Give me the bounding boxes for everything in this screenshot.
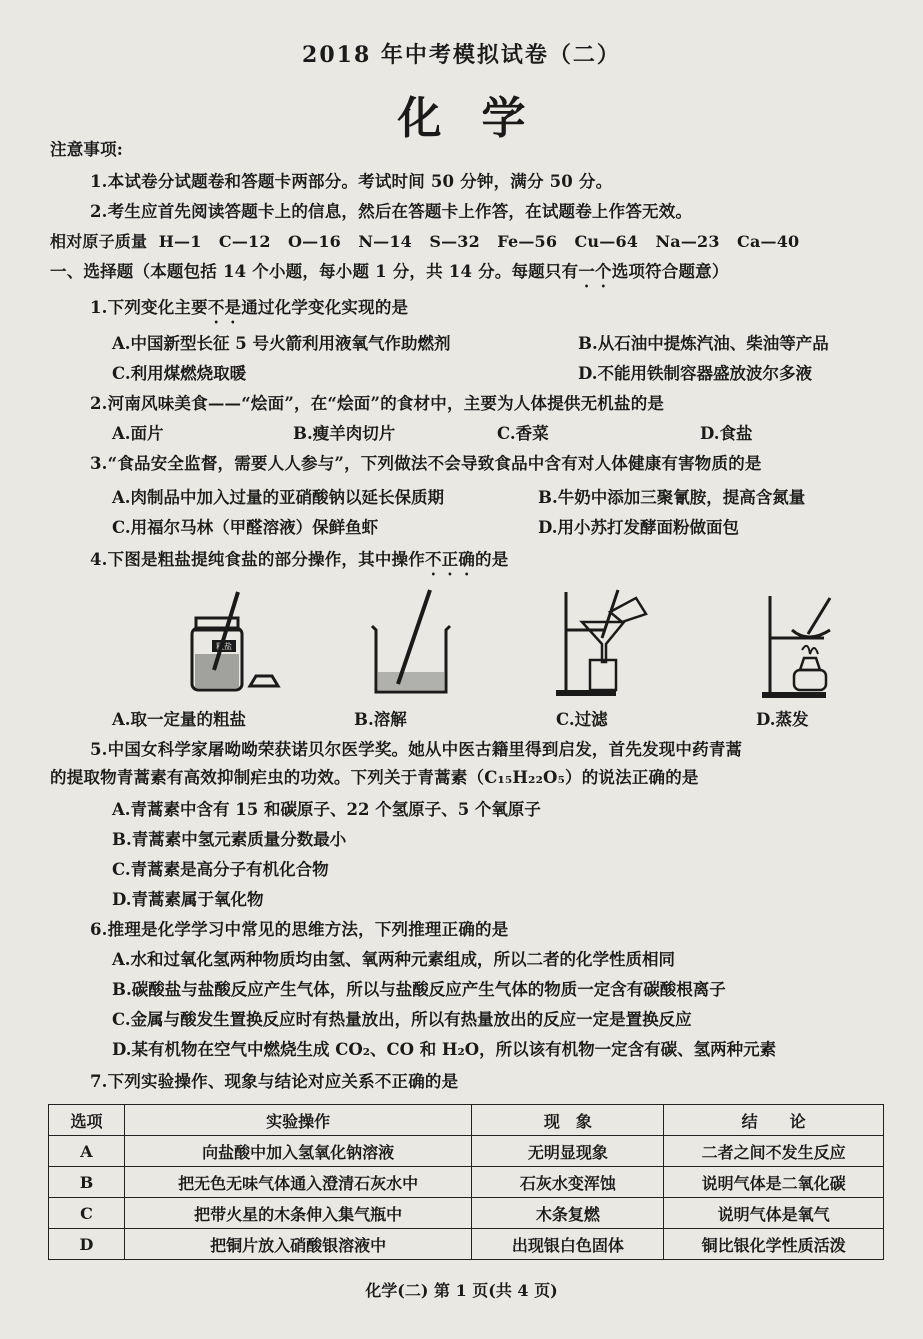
q5-option-d: D.青蒿素属于氧化物 <box>112 890 264 909</box>
table-cell: 无明显现象 <box>472 1136 664 1167</box>
q3-stem: 3.“食品安全监督，需要人人参与”，下列做法不会导致食品中含有对人体健康有害物质的是 <box>90 454 762 473</box>
q2-option-b: B.瘦羊肉切片 <box>293 424 396 443</box>
table-cell: 石灰水变浑蚀 <box>472 1167 664 1198</box>
table-cell: 说明气体是氧气 <box>664 1198 884 1229</box>
table-cell: 出现银白色固体 <box>472 1229 664 1260</box>
table-cell: A <box>49 1136 125 1167</box>
q6-option-d: D.某有机物在空气中燃烧生成 CO₂、CO 和 H₂O，所以该有机物一定含有碳、氢两种元素 <box>112 1040 777 1059</box>
q6-stem: 6.推理是化学学习中常见的思维方法，下列推理正确的是 <box>90 920 509 939</box>
table-header-option: 选项 <box>49 1105 125 1136</box>
table-header-row <box>49 1105 884 1136</box>
notice-item-1: 1.本试卷分试题卷和答题卡两部分。考试时间 50 分钟，满分 50 分。 <box>90 172 613 191</box>
notice-heading: 注意事项: <box>50 140 124 159</box>
q1-stem-emph: 不是 <box>207 298 242 317</box>
q5-stem-line1: 5.中国女科学家屠呦呦荣获诺贝尔医学奖。她从中医古籍里得到启发，首先发现中药青蒿 <box>90 740 743 759</box>
q1-option-b: B.从石油中提炼汽油、柴油等产品 <box>578 334 829 353</box>
q2-option-c: C.香菜 <box>497 424 549 443</box>
q2-stem: 2.河南风味美食——“烩面”，在“烩面”的食材中，主要为人体提供无机盐的是 <box>90 394 665 413</box>
q2-option-a: A.面片 <box>112 424 164 443</box>
atomic-mass-line: 相对原子质量 H—1 C—12 O—16 N—14 S—32 Fe—56 Cu—64 Na—23 Ca—40 <box>50 232 800 251</box>
figure-d-evaporate <box>760 588 860 700</box>
table-cell: 把无色无味气体通入澄清石灰水中 <box>124 1167 472 1198</box>
figure-a-take-salt <box>180 588 290 700</box>
table-cell: 二者之间不发生反应 <box>664 1136 884 1167</box>
table-header-operation: 实验操作 <box>124 1105 472 1136</box>
figure-a-label: A.取一定量的粗盐 <box>112 710 247 729</box>
table-cell: 把带火星的木条伸入集气瓶中 <box>124 1198 472 1229</box>
table-row <box>49 1167 884 1198</box>
q1-option-a: A.中国新型长征 5 号火箭利用液氧气作助燃剂 <box>112 334 451 353</box>
q3-option-a: A.肉制品中加入过量的亚硝酸钠以延长保质期 <box>112 488 445 507</box>
figure-b-dissolve <box>362 588 462 700</box>
q1-stem-pre: 1.下列变化主要 <box>90 298 208 317</box>
q1-option-c: C.利用煤燃烧取暖 <box>112 364 247 383</box>
figure-c-label: C.过滤 <box>556 710 608 729</box>
table-cell: D <box>49 1229 125 1260</box>
section1-heading-main: 一、选择题（本题包括 14 个小题，每小题 1 分，共 14 分。每题只有 <box>50 262 579 281</box>
table-row <box>49 1229 884 1260</box>
q5-option-c: C.青蒿素是高分子有机化合物 <box>112 860 329 879</box>
table-cell: 木条复燃 <box>472 1198 664 1229</box>
q4-stem-pre: 4.下图是粗盐提纯食盐的部分操作，其中操作 <box>90 550 425 569</box>
jar-label: 粗盐 <box>216 642 232 651</box>
table-header-phenomenon: 现 象 <box>472 1105 664 1136</box>
q1-option-d: D.不能用铁制容器盛放波尔多液 <box>578 364 812 383</box>
section1-heading-end: 选项符合题意） <box>611 262 729 281</box>
q4-stem-emph: 不正确 <box>424 550 476 569</box>
figure-c-filter <box>548 588 658 700</box>
table-header-conclusion: 结 论 <box>664 1105 884 1136</box>
q6-option-a: A.水和过氧化氢两种物质均由氢、氧两种元素组成，所以二者的化学性质相同 <box>112 950 676 969</box>
exam-title: 2018 年中考模拟试卷（二） <box>302 42 621 68</box>
q7-table <box>48 1104 884 1260</box>
q3-option-d: D.用小苏打发酵面粉做面包 <box>538 518 739 537</box>
page-footer: 化学(二) 第 1 页(共 4 页) <box>365 1281 558 1300</box>
figure-d-label: D.蒸发 <box>756 710 809 729</box>
q5-option-a: A.青蒿素中含有 15 和碳原子、22 个氢原子、5 个氧原子 <box>112 800 541 819</box>
table-cell: 把铜片放入硝酸银溶液中 <box>124 1229 472 1260</box>
section1-heading-emph: 一个 <box>578 262 612 281</box>
q4-stem-post: 的是 <box>475 550 509 569</box>
q2-option-d: D.食盐 <box>700 424 753 443</box>
table-row <box>49 1198 884 1229</box>
subject-title: 化学 <box>397 93 566 144</box>
table-cell: C <box>49 1198 125 1229</box>
q4-stem <box>90 548 508 579</box>
table-cell: B <box>49 1167 125 1198</box>
section1-heading <box>50 260 729 291</box>
q6-option-c: C.金属与酸发生置换反应时有热量放出，所以有热量放出的反应一定是置换反应 <box>112 1010 692 1029</box>
table-cell: 向盐酸中加入氢氧化钠溶液 <box>124 1136 472 1167</box>
q5-option-b: B.青蒿素中氢元素质量分数最小 <box>112 830 347 849</box>
notice-item-2: 2.考生应首先阅读答题卡上的信息，然后在答题卡上作答，在试题卷上作答无效。 <box>90 202 693 221</box>
q7-stem: 7.下列实验操作、现象与结论对应关系不正确的是 <box>90 1072 459 1091</box>
q3-option-c: C.用福尔马林（甲醛溶液）保鲜鱼虾 <box>112 518 379 537</box>
q1-stem-post: 通过化学变化实现的是 <box>241 298 409 317</box>
q1-stem <box>90 296 408 327</box>
q3-option-b: B.牛奶中添加三聚氰胺，提高含氮量 <box>538 488 806 507</box>
table-cell: 铜比银化学性质活泼 <box>664 1229 884 1260</box>
figure-b-label: B.溶解 <box>354 710 407 729</box>
q5-stem-line2: 的提取物青蒿素有高效抑制疟虫的功效。下列关于青蒿素（C₁₅H₂₂O₅）的说法正确的是 <box>50 768 699 787</box>
q6-option-b: B.碳酸盐与盐酸反应产生气体，所以与盐酸反应产生气体的物质一定含有碳酸根离子 <box>112 980 726 999</box>
table-row <box>49 1136 884 1167</box>
table-cell: 说明气体是二氧化碳 <box>664 1167 884 1198</box>
